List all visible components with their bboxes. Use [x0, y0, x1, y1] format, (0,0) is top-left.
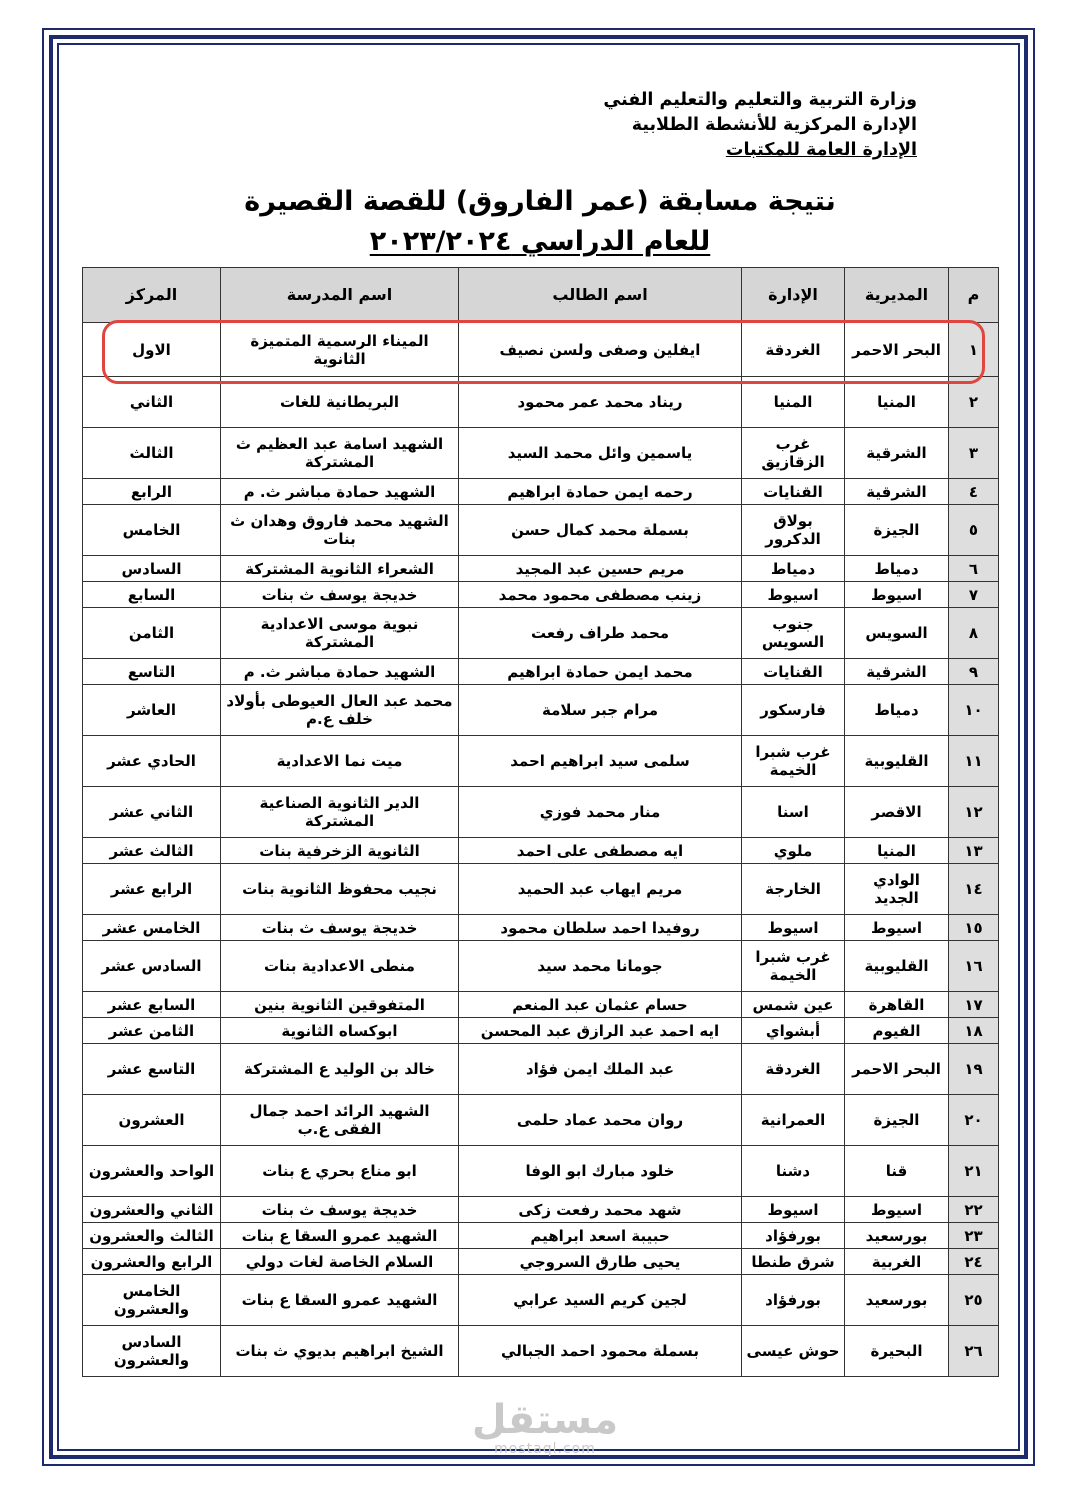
cell-student-name: ياسمين وائل محمد السيد	[459, 428, 742, 479]
cell-administration: غرب شبرا الخيمة	[742, 736, 845, 787]
cell-rank: الخامس والعشرون	[83, 1275, 221, 1326]
table-row	[83, 608, 999, 659]
cell-student-name: ايفلين وصفى ولسن نصيف	[459, 323, 742, 377]
cell-administration: العمرانية	[742, 1095, 845, 1146]
cell-administration: القنايات	[742, 659, 845, 685]
cell-administration: جنوب السويس	[742, 608, 845, 659]
cell-index: ٣	[949, 428, 999, 479]
cell-directorate: بورسعيد	[845, 1275, 949, 1326]
cell-directorate: الشرقية	[845, 428, 949, 479]
table-row	[83, 582, 999, 608]
cell-rank: الرابع عشر	[83, 864, 221, 915]
cell-administration: فارسكور	[742, 685, 845, 736]
cell-rank: السادس والعشرون	[83, 1326, 221, 1377]
table-row	[83, 736, 999, 787]
cell-student-name: زينب مصطفى محمود محمد	[459, 582, 742, 608]
cell-student-name: مريم ايهاب عبد الحميد	[459, 864, 742, 915]
cell-rank: الخامس عشر	[83, 915, 221, 941]
cell-index: ١٠	[949, 685, 999, 736]
cell-administration: غرب شبرا الخيمة	[742, 941, 845, 992]
table-row	[83, 1326, 999, 1377]
cell-directorate: الشرقية	[845, 479, 949, 505]
results-table	[82, 267, 999, 1377]
header-rank: المركز	[83, 268, 221, 323]
cell-index: ٢٥	[949, 1275, 999, 1326]
cell-rank: الخامس	[83, 505, 221, 556]
table-row	[83, 1018, 999, 1044]
cell-index: ٢٦	[949, 1326, 999, 1377]
cell-directorate: البحيرة	[845, 1326, 949, 1377]
cell-directorate: بورسعيد	[845, 1223, 949, 1249]
cell-student-name: حبيبة اسعد ابراهيم	[459, 1223, 742, 1249]
cell-school-name: الشهيد حمادة مباشر ث. م	[221, 479, 459, 505]
cell-administration: غرب الزقازيق	[742, 428, 845, 479]
cell-administration: اسنا	[742, 787, 845, 838]
cell-school-name: ميت نما الاعدادية	[221, 736, 459, 787]
cell-school-name: خديجة يوسف ث بنات	[221, 1197, 459, 1223]
cell-school-name: الثانوية الزخرفية بنات	[221, 838, 459, 864]
cell-school-name: الشهيد عمرو السقا ع بنات	[221, 1275, 459, 1326]
table-row	[83, 479, 999, 505]
cell-rank: الرابع	[83, 479, 221, 505]
cell-school-name: الدير الثانوية الصناعية المشتركة	[221, 787, 459, 838]
cell-index: ٢٣	[949, 1223, 999, 1249]
cell-rank: الثاني	[83, 377, 221, 428]
table-row	[83, 1275, 999, 1326]
table-row	[83, 1095, 999, 1146]
cell-index: ١٥	[949, 915, 999, 941]
cell-directorate: القاهرة	[845, 992, 949, 1018]
cell-index: ١٢	[949, 787, 999, 838]
cell-rank: الثامن عشر	[83, 1018, 221, 1044]
cell-directorate: الغربية	[845, 1249, 949, 1275]
cell-school-name: الشيخ ابراهيم بديوي ث بنات	[221, 1326, 459, 1377]
cell-student-name: عبد الملك ايمن فؤاد	[459, 1044, 742, 1095]
cell-school-name: ابو مناع بحري ع بنات	[221, 1146, 459, 1197]
cell-student-name: جومانا محمد سيد	[459, 941, 742, 992]
cell-school-name: خالد بن الوليد ع المشتركة	[221, 1044, 459, 1095]
cell-directorate: المنيا	[845, 838, 949, 864]
table-row	[83, 1044, 999, 1095]
cell-school-name: منطى الاعدادية بنات	[221, 941, 459, 992]
cell-directorate: الشرقية	[845, 659, 949, 685]
cell-school-name: نبوية موسى الاعدادية المشتركة	[221, 608, 459, 659]
cell-administration: أبشواي	[742, 1018, 845, 1044]
cell-student-name: بسملة محمود احمد الجبالي	[459, 1326, 742, 1377]
cell-rank: السابع عشر	[83, 992, 221, 1018]
cell-directorate: القليوبية	[845, 736, 949, 787]
cell-rank: الواحد والعشرون	[83, 1146, 221, 1197]
cell-directorate: القليوبية	[845, 941, 949, 992]
cell-student-name: محمد ايمن حمادة ابراهيم	[459, 659, 742, 685]
cell-directorate: البحر الاحمر	[845, 323, 949, 377]
cell-index: ٢	[949, 377, 999, 428]
cell-administration: حوش عيسى	[742, 1326, 845, 1377]
cell-index: ٢٠	[949, 1095, 999, 1146]
cell-administration: شرق طنطا	[742, 1249, 845, 1275]
cell-administration: بورفؤاد	[742, 1223, 845, 1249]
cell-administration: عين شمس	[742, 992, 845, 1018]
cell-student-name: شهد محمد رفعت زكى	[459, 1197, 742, 1223]
cell-index: ١٩	[949, 1044, 999, 1095]
cell-school-name: الشعراء الثانوية المشتركة	[221, 556, 459, 582]
cell-index: ٧	[949, 582, 999, 608]
watermark-arabic: مستقل	[471, 1397, 619, 1443]
cell-rank: الثاني والعشرون	[83, 1197, 221, 1223]
ministry-line: وزارة التربية والتعليم والتعليم الفني	[603, 90, 917, 110]
cell-school-name: ابوكساه الثانوية	[221, 1018, 459, 1044]
cell-school-name: البريطانية للغات	[221, 377, 459, 428]
header-school-name: اسم المدرسة	[221, 268, 459, 323]
page-title: نتيجة مسابقة (عمر الفاروق) للقصة القصيرة	[244, 186, 836, 217]
cell-school-name: الميناء الرسمية المتميزة الثانوية	[221, 323, 459, 377]
header-index: م	[949, 268, 999, 323]
cell-school-name: نجيب محفوظ الثانوية بنات	[221, 864, 459, 915]
cell-directorate: السويس	[845, 608, 949, 659]
table-row	[83, 864, 999, 915]
cell-school-name: خديجة يوسف ث بنات	[221, 915, 459, 941]
table-row	[83, 787, 999, 838]
libraries-administration-line: الإدارة العامة للمكتبات	[725, 140, 917, 160]
cell-administration: ملوي	[742, 838, 845, 864]
cell-index: ١٨	[949, 1018, 999, 1044]
table-row	[83, 1223, 999, 1249]
cell-rank: الثالث والعشرون	[83, 1223, 221, 1249]
cell-administration: اسيوط	[742, 582, 845, 608]
academic-year: للعام الدراسي ٢٠٢٣/٢٠٢٤	[369, 226, 711, 257]
ministry-header	[557, 88, 917, 163]
cell-rank: الثامن	[83, 608, 221, 659]
cell-index: ١٣	[949, 838, 999, 864]
cell-directorate: اسيوط	[845, 915, 949, 941]
cell-directorate: دمياط	[845, 685, 949, 736]
cell-index: ١	[949, 323, 999, 377]
cell-administration: دمياط	[742, 556, 845, 582]
cell-rank: الاول	[83, 323, 221, 377]
cell-administration: الغردقة	[742, 323, 845, 377]
cell-index: ١١	[949, 736, 999, 787]
table-row	[83, 915, 999, 941]
cell-school-name: السلام الخاصة لغات دولي	[221, 1249, 459, 1275]
table-row	[83, 1249, 999, 1275]
cell-student-name: ريناد محمد عمر محمود	[459, 377, 742, 428]
cell-rank: السادس عشر	[83, 941, 221, 992]
cell-directorate: البحر الاحمر	[845, 1044, 949, 1095]
cell-index: ٢٢	[949, 1197, 999, 1223]
cell-school-name: المتفوقين الثانوية بنين	[221, 992, 459, 1018]
page-subtitle	[0, 226, 1080, 257]
cell-index: ٢٤	[949, 1249, 999, 1275]
table-row	[83, 1146, 999, 1197]
cell-student-name: روان محمد عماد حلمى	[459, 1095, 742, 1146]
cell-rank: الثالث	[83, 428, 221, 479]
cell-index: ٢١	[949, 1146, 999, 1197]
cell-rank: العشرون	[83, 1095, 221, 1146]
cell-index: ١٦	[949, 941, 999, 992]
central-administration-line: الإدارة المركزية للأنشطة الطلابية	[631, 115, 917, 135]
table-row	[83, 323, 999, 377]
cell-administration: بولاق الدكرور	[742, 505, 845, 556]
table-row	[83, 685, 999, 736]
cell-rank: الثالث عشر	[83, 838, 221, 864]
cell-rank: السابع	[83, 582, 221, 608]
table-row	[83, 505, 999, 556]
cell-administration: بورفؤاد	[742, 1275, 845, 1326]
cell-school-name: الشهيد الرائد احمد جمال الفقى ع.ب	[221, 1095, 459, 1146]
cell-index: ٨	[949, 608, 999, 659]
cell-rank: الرابع والعشرون	[83, 1249, 221, 1275]
cell-index: ١٧	[949, 992, 999, 1018]
cell-administration: الخارجة	[742, 864, 845, 915]
cell-administration: الغردقة	[742, 1044, 845, 1095]
table-row	[83, 838, 999, 864]
table-row	[83, 1197, 999, 1223]
cell-school-name: الشهيد اسامة عبد العظيم ث المشتركة	[221, 428, 459, 479]
cell-administration: دشنا	[742, 1146, 845, 1197]
cell-student-name: بسملة محمد كمال حسن	[459, 505, 742, 556]
cell-school-name: الشهيد حمادة مباشر ث. م	[221, 659, 459, 685]
cell-directorate: اسيوط	[845, 582, 949, 608]
cell-school-name: خديجة يوسف ث بنات	[221, 582, 459, 608]
cell-administration: القنايات	[742, 479, 845, 505]
cell-rank: العاشر	[83, 685, 221, 736]
table-row	[83, 428, 999, 479]
cell-student-name: خلود مبارك ابو الوفا	[459, 1146, 742, 1197]
cell-student-name: رحمه ايمن حمادة ابراهيم	[459, 479, 742, 505]
cell-student-name: مرام جبر سلامة	[459, 685, 742, 736]
cell-directorate: الاقصر	[845, 787, 949, 838]
table-header-row	[83, 268, 999, 323]
cell-student-name: ايه مصطفى على احمد	[459, 838, 742, 864]
cell-index: ٦	[949, 556, 999, 582]
cell-directorate: الوادي الجديد	[845, 864, 949, 915]
cell-rank: الثاني عشر	[83, 787, 221, 838]
cell-student-name: لجين كريم السيد عرابي	[459, 1275, 742, 1326]
cell-student-name: روفيدا احمد سلطان محمود	[459, 915, 742, 941]
cell-student-name: محمد طراف رفعت	[459, 608, 742, 659]
cell-school-name: الشهيد عمرو السقا ع بنات	[221, 1223, 459, 1249]
cell-student-name: يحيى طارق السروجي	[459, 1249, 742, 1275]
cell-directorate: المنيا	[845, 377, 949, 428]
table-row	[83, 556, 999, 582]
header-directorate: المديرية	[845, 268, 949, 323]
cell-rank: السادس	[83, 556, 221, 582]
cell-rank: التاسع	[83, 659, 221, 685]
cell-rank: التاسع عشر	[83, 1044, 221, 1095]
cell-student-name: ايه احمد عبد الرازق عبد المحسن	[459, 1018, 742, 1044]
header-administration: الإدارة	[742, 268, 845, 323]
cell-directorate: الفيوم	[845, 1018, 949, 1044]
table-row	[83, 377, 999, 428]
cell-administration: المنيا	[742, 377, 845, 428]
cell-index: ٤	[949, 479, 999, 505]
cell-administration: اسيوط	[742, 1197, 845, 1223]
cell-directorate: اسيوط	[845, 1197, 949, 1223]
cell-student-name: مريم حسين عبد المجيد	[459, 556, 742, 582]
cell-school-name: الشهيد محمد فاروق وهدان ث بنات	[221, 505, 459, 556]
cell-student-name: منار محمد فوزي	[459, 787, 742, 838]
cell-student-name: حسام عثمان عبد المنعم	[459, 992, 742, 1018]
cell-directorate: قنا	[845, 1146, 949, 1197]
cell-school-name: محمد عبد العال العيوطى بأولاد خلف ع.م	[221, 685, 459, 736]
cell-rank: الحادي عشر	[83, 736, 221, 787]
cell-student-name: سلمى سيد ابراهيم احمد	[459, 736, 742, 787]
header-student-name: اسم الطالب	[459, 268, 742, 323]
table-row	[83, 992, 999, 1018]
cell-directorate: الجيزة	[845, 505, 949, 556]
cell-index: ١٤	[949, 864, 999, 915]
cell-index: ٥	[949, 505, 999, 556]
cell-directorate: دمياط	[845, 556, 949, 582]
cell-directorate: الجيزة	[845, 1095, 949, 1146]
table-row	[83, 659, 999, 685]
cell-administration: اسيوط	[742, 915, 845, 941]
watermark-url: mostaql.com	[494, 1441, 596, 1457]
table-row	[83, 941, 999, 992]
cell-index: ٩	[949, 659, 999, 685]
